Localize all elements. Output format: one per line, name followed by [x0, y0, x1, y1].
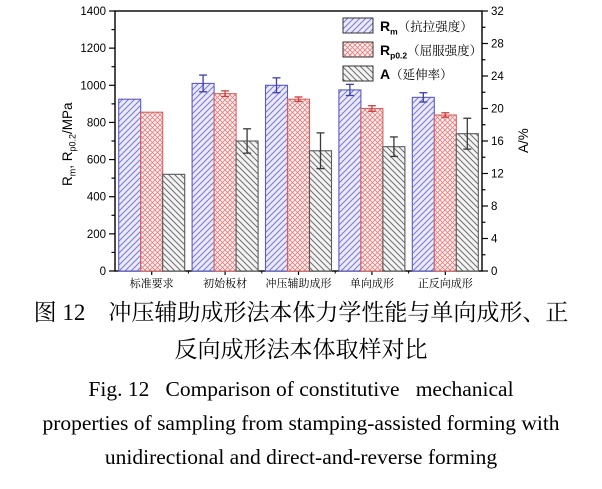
- left-axis-tick-label: 1200: [80, 43, 106, 56]
- caption-en-line1: Fig. 12 Comparison of constitutive mechanical: [88, 377, 514, 401]
- x-category-label: 单向成形: [349, 278, 394, 290]
- x-category-label: 标准要求: [129, 278, 174, 290]
- bar-A-3: [383, 147, 405, 271]
- bar-Rm-0: [119, 99, 141, 271]
- figure-captions: [0, 294, 602, 474]
- legend-swatch-A: [343, 66, 373, 81]
- legend-label-A: A（延伸率）: [380, 66, 453, 82]
- right-axis-tick-label: 0: [491, 266, 498, 278]
- bar-A-1: [236, 141, 258, 271]
- legend-label-Rm: $R_m$（抗拉强度）: [380, 18, 473, 37]
- left-axis-tick-label: 800: [86, 117, 106, 130]
- right-axis-tick-label: 12: [491, 168, 504, 181]
- left-axis-tick-label: 600: [86, 154, 106, 167]
- right-axis-title: A/%: [516, 128, 531, 153]
- bar-Rm-2: [266, 85, 288, 271]
- right-axis-tick-label: 28: [491, 38, 504, 51]
- right-axis-tick-label: 16: [491, 136, 504, 148]
- bar-A-0: [163, 174, 185, 271]
- bar-Rm-3: [339, 90, 361, 271]
- bar-Rm-1: [192, 83, 214, 271]
- plot-group: [60, 6, 531, 290]
- right-axis-tick-label: 20: [491, 103, 504, 116]
- left-axis-tick-label: 1000: [80, 80, 106, 93]
- left-axis-tick-label: 1400: [80, 6, 106, 18]
- right-axis-tick-label: 24: [491, 71, 504, 83]
- right-axis-tick-label: 4: [491, 233, 498, 246]
- bar-Rp0.2-4: [434, 115, 456, 271]
- caption-zh-line2: 反向成形法本体取样对比: [174, 337, 428, 362]
- bar-Rp0.2-3: [361, 109, 383, 272]
- right-axis-tick-label: 32: [491, 6, 504, 18]
- caption-en-block: [0, 372, 602, 474]
- x-category-label: 冲压辅助成形: [265, 278, 332, 290]
- left-axis-tick-label: 400: [86, 191, 106, 204]
- legend-label-Rp0.2: $R_{p0.2}$（屈服强度）: [380, 42, 483, 61]
- right-axis-tick-label: 8: [491, 201, 498, 213]
- left-axis-title: $R_m$, $R_{p0.2}$/MPa: [60, 102, 78, 186]
- legend-swatch-Rp0.2: [343, 42, 373, 57]
- caption-en-line3: unidirectional and direct-and-reverse forming: [104, 445, 498, 469]
- bar-Rp0.2-1: [214, 94, 236, 271]
- left-axis-tick-label: 0: [99, 266, 106, 278]
- caption-zh-line1: 图 12 冲压辅助成形法本体力学性能与单向成形、正: [33, 300, 569, 325]
- left-axis-tick-label: 200: [86, 228, 106, 241]
- bar-Rm-4: [412, 97, 434, 271]
- x-category-label: 初始板材: [203, 278, 248, 290]
- bar-Rp0.2-2: [288, 99, 310, 271]
- x-category-label: 正反向成形: [417, 278, 473, 290]
- bar-A-4: [456, 134, 478, 271]
- bar-Rp0.2-0: [141, 112, 163, 271]
- caption-en-line2: properties of sampling from stamping-assisted forming with: [42, 411, 560, 435]
- legend-swatch-Rm: [343, 18, 373, 33]
